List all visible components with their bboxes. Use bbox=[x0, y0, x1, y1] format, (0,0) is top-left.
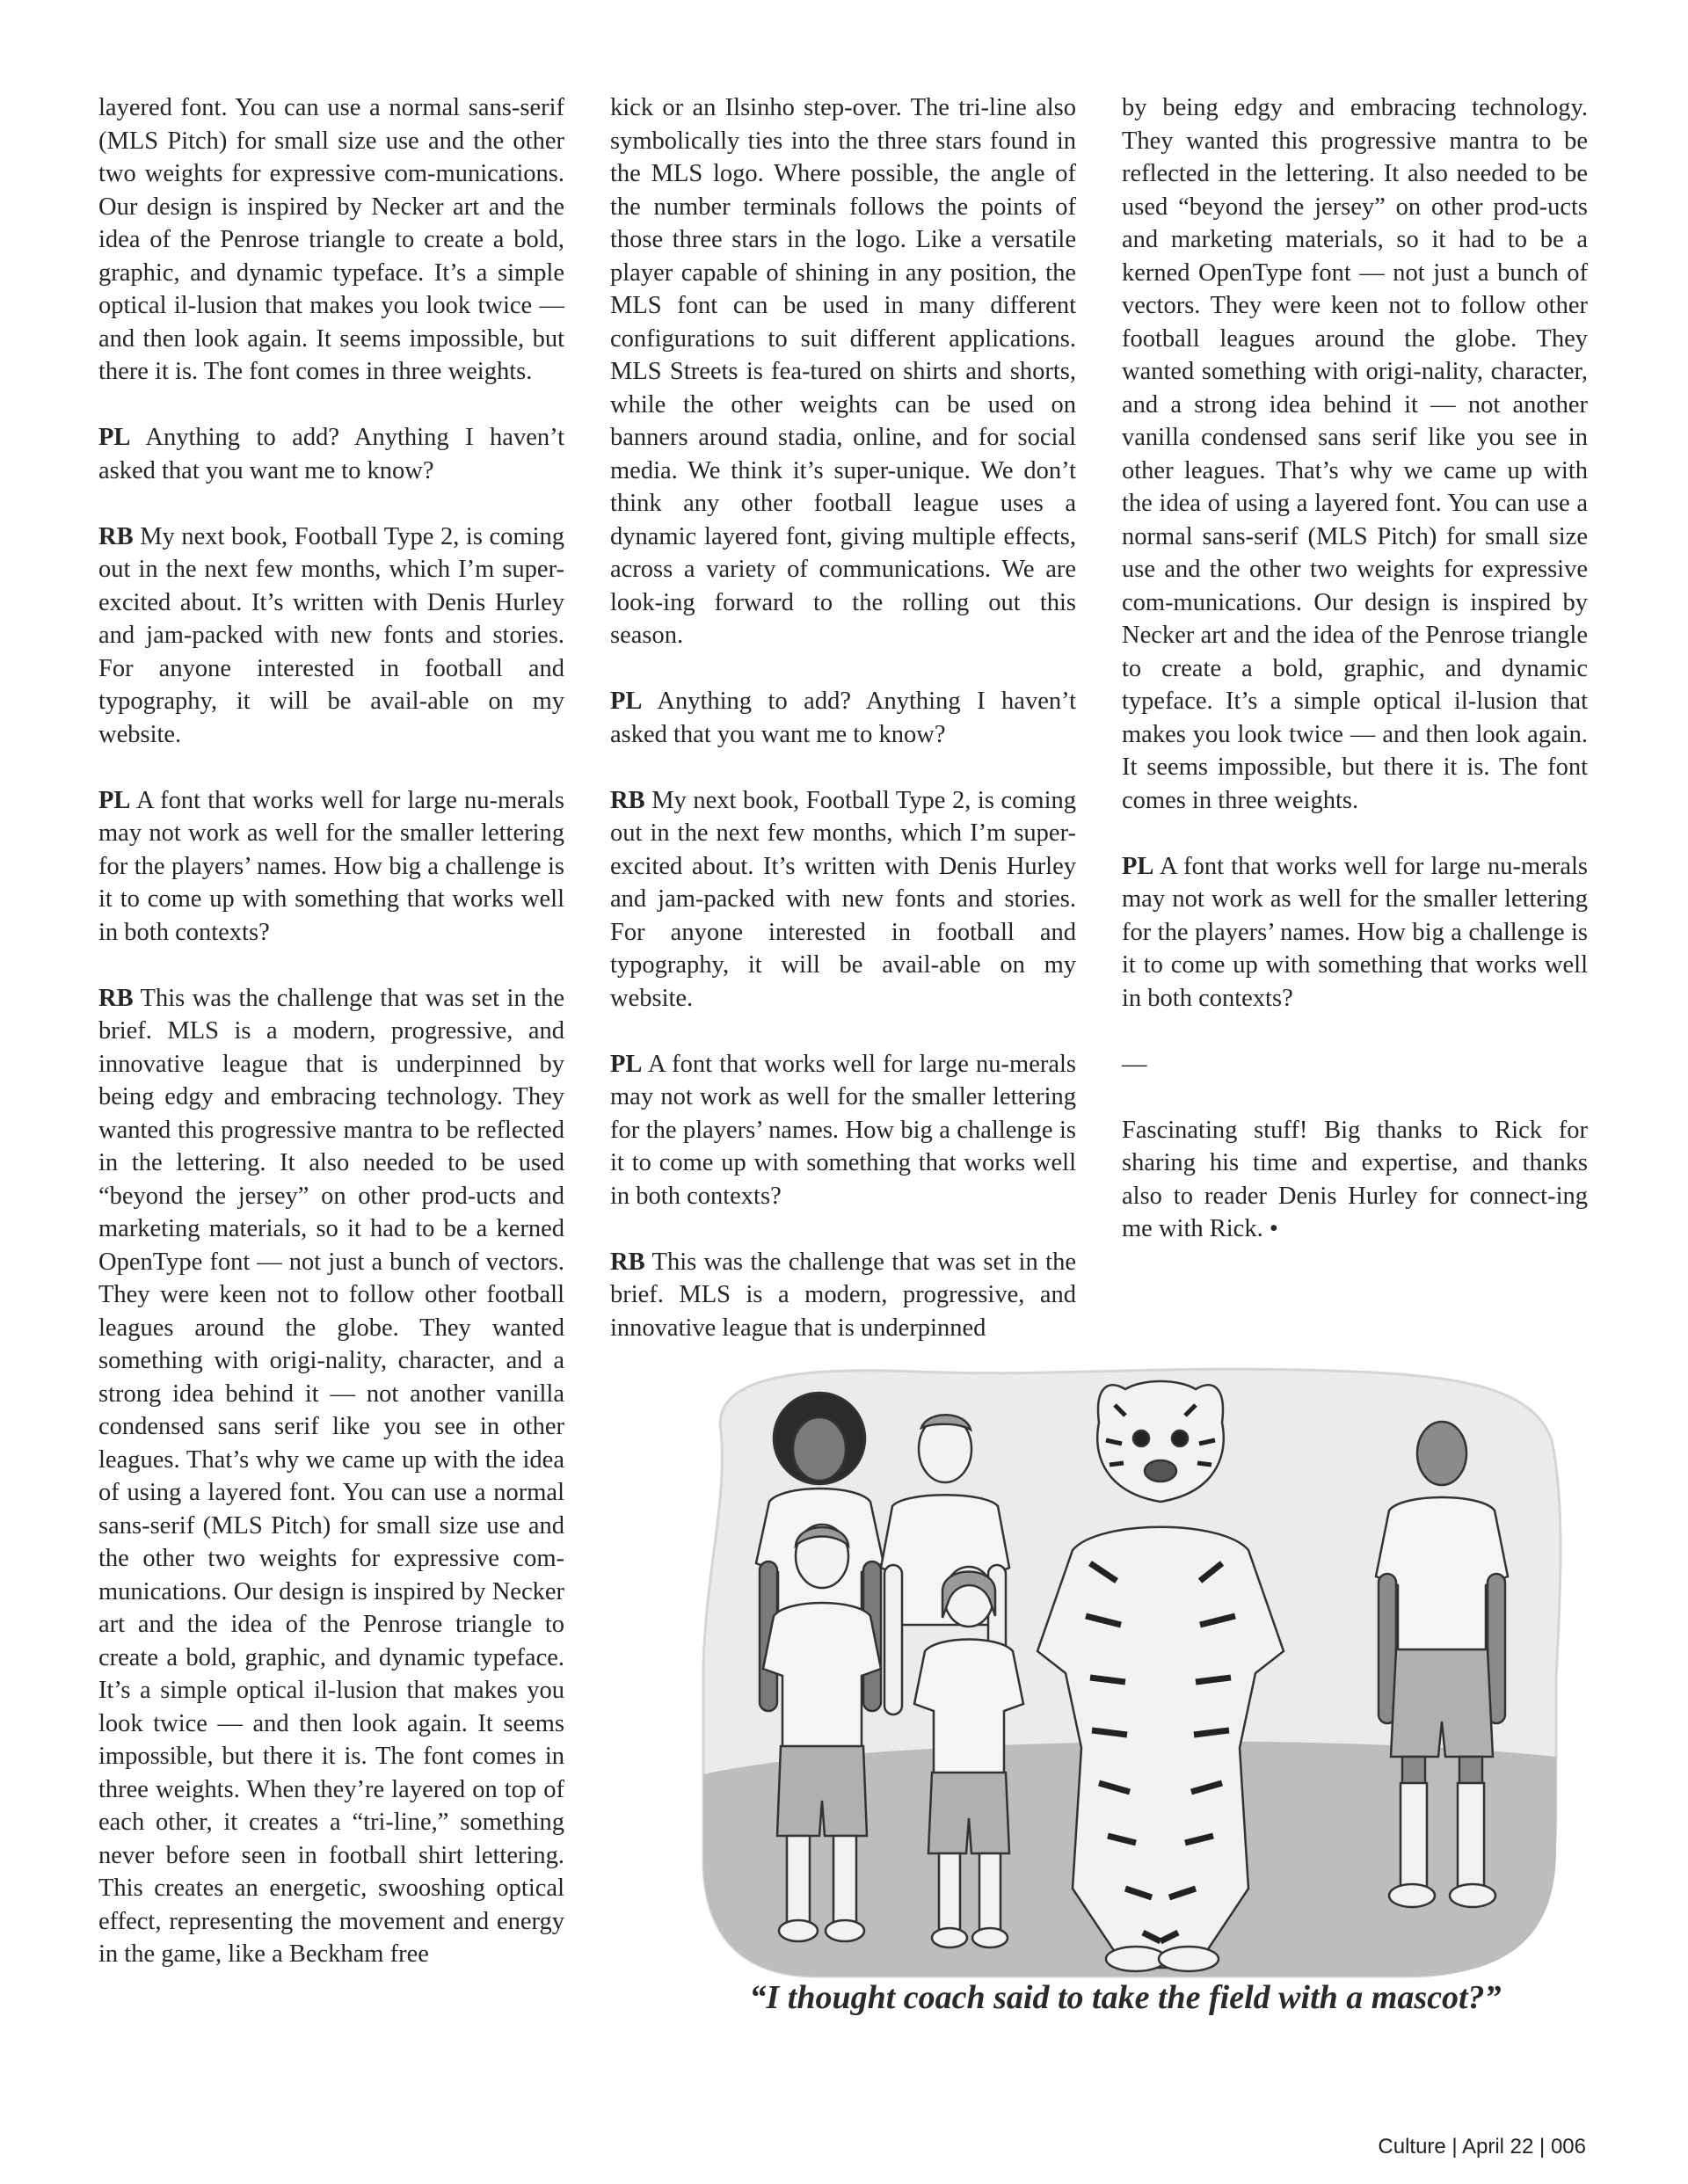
paragraph-text: This was the challenge that was set in the brief. MLS is a modern, progressive, and innovative league that is underpinned by being edgy and embracing technology. They wanted this progressive mantra to be reflected in the lettering. It also needed to be used “beyond the jersey” on other prod-ucts and marketing materials, so it had to be a kerned OpenType font — not just a bunch of vectors. They were keen not to follow other football leagues around the globe. They wanted something with origi-nality, character, and a strong idea behind it — not another vanilla condensed sans serif like you see in other leagues. That’s why we came up with the idea of using a layered font. You can use a normal sans-serif (MLS Pitch) for small size use and the other two weights for expressive com-munications. Our design is inspired by Necker art and the idea of the Penrose triangle to create a bold, graphic, and dynamic typeface. It’s a simple optical il-lusion that makes you look twice — and then look again. It seems impossible, but there it is. The font comes in three weights. When they’re layered on top of each other, it creates a “tri-line,” something never before seen in football shirt lettering. This creates an energetic, swooshing optical effect, representing the movement and energy in the game, like a Beckham free bbox=[98, 984, 564, 1968]
paragraph-text: This was the challenge that was set in the brief. MLS is a modern, progressive, and innovative league that is underpinned bbox=[610, 1248, 1076, 1342]
speaker-initials: RB bbox=[610, 786, 645, 814]
speaker-initials: RB bbox=[610, 1248, 645, 1276]
paragraph-text: A font that works well for large nu-merals may not work as well for the smaller lettering for the players’ names. How big a challenge is it to come up with something that works well in both contexts? bbox=[610, 1050, 1076, 1210]
paragraph-text: Fascinating stuff! Big thanks to Rick for sharing his time and expertise, and thanks also to reader Denis Hurley for connect-ing me with Rick. • bbox=[1122, 1116, 1588, 1242]
paragraph bbox=[1122, 1114, 1588, 1246]
paragraph bbox=[98, 421, 564, 487]
paragraph-text: My next book, Football Type 2, is coming out in the next few months, which I’m super-excited about. It’s written with Denis Hurley and jam-packed with new fonts and stories. For anyone interested in football and typography, it will be avail-able on my website. bbox=[610, 786, 1077, 1012]
text-column-1 bbox=[98, 91, 564, 2004]
page-folio: Culture | April 22 | 006 bbox=[1378, 2135, 1586, 2159]
paragraph-text: layered font. You can use a normal sans-serif (MLS Pitch) for small size use and the other two weights for expressive com-munications. Our design is inspired by Necker art and the idea of the Penrose triangle to create a bold, graphic, and dynamic typeface. It’s a simple optical il-lusion that makes you look twice — and then look again. It seems impossible, but there it is. The font comes in three weights. bbox=[98, 94, 564, 385]
cartoon-illustration bbox=[686, 1361, 1565, 1994]
paragraph bbox=[1122, 1048, 1588, 1081]
speaker-initials: PL bbox=[98, 786, 131, 814]
paragraph-text: A font that works well for large nu-merals may not work as well for the smaller lettering for the players’ names. How big a challenge is it to come up with something that works well in both contexts? bbox=[98, 786, 564, 946]
paragraph-text: Anything to add? Anything I haven’t asked that you want me to know? bbox=[98, 424, 564, 484]
paragraph-text: My next book, Football Type 2, is coming out in the next few months, which I’m super-excited about. It’s written with Denis Hurley and jam-packed with new fonts and stories. For anyone interested in football and typography, it will be avail-able on my website. bbox=[98, 522, 565, 748]
paragraph-text: kick or an Ilsinho step-over. The tri-line also symbolically ties into the three stars found in the MLS logo. Where possible, the angle of the number terminals follows the points of those three stars in the logo. Like a versatile player capable of shining in any position, the MLS font can be used in many different configurations to suit different applications. MLS Streets is fea-tured on shirts and shorts, while the other weights can be used on banners around stadia, online, and for social media. We think it’s super-unique. We don’t think any other football league uses a dynamic layered font, giving multiple effects, across a variety of communications. We are look-ing forward to the rolling out this season. bbox=[610, 94, 1076, 649]
speaker-initials: PL bbox=[1122, 852, 1154, 880]
paragraph bbox=[98, 91, 564, 389]
paragraph bbox=[610, 685, 1076, 751]
speaker-initials: PL bbox=[610, 688, 643, 715]
paragraph bbox=[98, 521, 564, 752]
paragraph-text: by being edgy and embracing technology. They wanted this progressive mantra to be reflected in the lettering. It also needed to be used “beyond the jersey” on other prod-ucts and marketing materials, so it had to be a kerned OpenType font — not just a bunch of vectors. They were keen not to follow other football leagues around the globe. They wanted something with origi-nality, character, and a strong idea behind it — not another vanilla condensed sans serif like you see in other leagues. That’s why we came up with the idea of using a layered font. You can use a normal sans-serif (MLS Pitch) for small size use and the other two weights for expressive com-munications. Our design is inspired by Necker art and the idea of the Penrose triangle to create a bold, graphic, and dynamic typeface. It’s a simple optical il-lusion that makes you look twice — and then look again. It seems impossible, but there it is. The font comes in three weights. bbox=[1122, 94, 1588, 814]
speaker-initials: PL bbox=[610, 1050, 643, 1078]
text-column-3 bbox=[1122, 91, 1588, 1278]
paragraph bbox=[98, 784, 564, 950]
paragraph bbox=[610, 1246, 1076, 1345]
speaker-initials: RB bbox=[98, 984, 134, 1012]
paragraph-text: — bbox=[1122, 1050, 1147, 1078]
paragraph bbox=[610, 784, 1076, 1016]
paragraph-text: Anything to add? Anything I haven’t asked that you want me to know? bbox=[610, 688, 1076, 748]
paragraph bbox=[610, 91, 1076, 652]
paragraph-text: A font that works well for large nu-merals may not work as well for the smaller lettering for the players’ names. How big a challenge is it to come up with something that works well in both contexts? bbox=[1122, 852, 1588, 1012]
speaker-initials: PL bbox=[98, 424, 131, 451]
paragraph bbox=[1122, 850, 1588, 1016]
paragraph bbox=[98, 982, 564, 1971]
cartoon-caption: “I thought coach said to take the field with a mascot?” bbox=[749, 1979, 1502, 2016]
speaker-initials: RB bbox=[98, 522, 134, 550]
paragraph bbox=[610, 1048, 1076, 1213]
text-column-2 bbox=[610, 91, 1076, 1378]
paragraph bbox=[1122, 91, 1588, 817]
